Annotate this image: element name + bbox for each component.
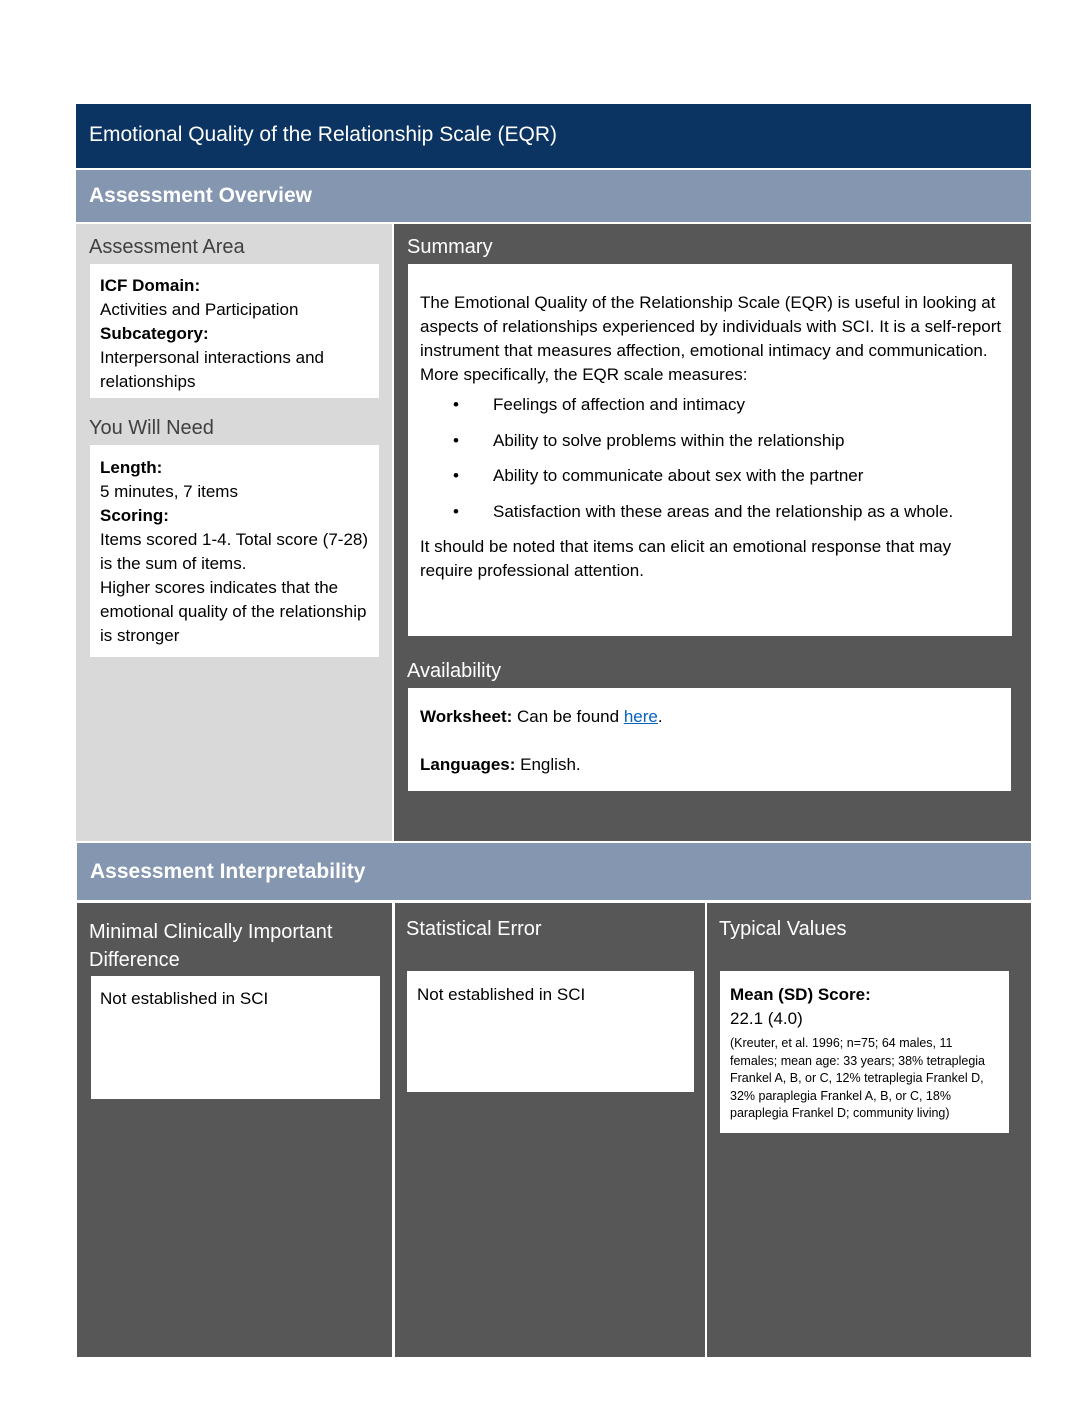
overview-section-bar bbox=[76, 170, 1031, 222]
mcid-heading: Minimal Clinically Important Difference bbox=[89, 921, 333, 971]
statistical-error-heading: Statistical Error bbox=[406, 918, 542, 940]
worksheet-end: . bbox=[657, 707, 663, 726]
summary-note: It should be noted that items can elicit an emotional response that may require professional attention. bbox=[420, 537, 952, 580]
languages-label: Languages: bbox=[420, 755, 516, 774]
document-title: Emotional Quality of the Relationship Scale (EQR) bbox=[89, 123, 558, 146]
you-will-need-heading: You Will Need bbox=[89, 417, 214, 439]
length-label: Length: bbox=[100, 458, 163, 477]
list-item: • Ability to communicate about sex with the partner bbox=[420, 464, 1002, 488]
bullet-icon: • bbox=[453, 395, 459, 414]
typical-values-card bbox=[720, 971, 1009, 1133]
assessment-area-card bbox=[90, 264, 379, 398]
worksheet-line bbox=[420, 705, 1001, 729]
typical-values-heading: Typical Values bbox=[719, 918, 847, 940]
worksheet-label: Worksheet: bbox=[420, 707, 513, 726]
scoring-note: Higher scores indicates that the emotional quality of the relationship is stronger bbox=[100, 578, 367, 645]
subcategory-label: Subcategory: bbox=[100, 324, 209, 343]
list-item: • Ability to solve problems within the relationship bbox=[420, 429, 1002, 453]
overview-heading: Assessment Overview bbox=[89, 184, 312, 207]
document-title-bar bbox=[76, 104, 1031, 168]
list-item: • Feelings of affection and intimacy bbox=[420, 393, 1002, 417]
mean-score-value: 22.1 (4.0) bbox=[730, 1009, 803, 1028]
mcid-card bbox=[91, 976, 380, 1099]
mean-score-label: Mean (SD) Score: bbox=[730, 985, 871, 1004]
availability-heading: Availability bbox=[407, 660, 502, 682]
languages-line bbox=[420, 753, 1001, 777]
availability-card bbox=[408, 688, 1011, 791]
bullet-icon: • bbox=[453, 466, 459, 485]
bullet-icon: • bbox=[453, 430, 459, 450]
length-value: 5 minutes, 7 items bbox=[100, 482, 238, 501]
bullet-icon: • bbox=[453, 501, 459, 521]
subcategory-value: Interpersonal interactions and relationships bbox=[100, 348, 324, 391]
interpretability-section-bar bbox=[77, 843, 1031, 900]
icf-domain-value: Activities and Participation bbox=[100, 300, 299, 319]
you-will-need-card bbox=[90, 445, 379, 657]
summary-card bbox=[408, 264, 1012, 636]
icf-domain-label: ICF Domain: bbox=[100, 276, 201, 295]
statistical-error-card bbox=[407, 971, 694, 1092]
summary-heading: Summary bbox=[407, 236, 493, 258]
scoring-label: Scoring: bbox=[100, 506, 169, 525]
languages-value: English. bbox=[520, 755, 581, 774]
worksheet-text: Can be found bbox=[517, 707, 620, 726]
list-item: • Satisfaction with these areas and the relationship as a whole. bbox=[420, 500, 1002, 524]
summary-intro: The Emotional Quality of the Relationship Scale (EQR) is useful in looking at aspects of relationships experienced by individuals with SCI. It is a self-report instrument that measures affection, emotional intimacy and communication. bbox=[420, 293, 1002, 360]
summary-lead: More specifically, the EQR scale measures: bbox=[420, 365, 748, 384]
assessment-area-heading: Assessment Area bbox=[89, 236, 245, 258]
interpretability-heading: Assessment Interpretability bbox=[90, 859, 366, 883]
mcid-value: Not established in SCI bbox=[100, 989, 269, 1008]
statistical-error-value: Not established in SCI bbox=[417, 985, 586, 1004]
scoring-value: Items scored 1-4. Total score (7-28) is the sum of items. bbox=[100, 530, 369, 573]
worksheet-link[interactable]: here bbox=[623, 707, 658, 726]
summary-bullet-list bbox=[420, 393, 1002, 524]
typical-values-note: (Kreuter, et al. 1996; n=75; 64 males, 11 females; mean age: 33 years; 38% tetraplegia Frankel A, B, or C, 12% tetraplegia Frankel D, 32% paraplegia Frankel A, B, or C, 18% paraplegia Frankel D; community living) bbox=[730, 1036, 986, 1120]
